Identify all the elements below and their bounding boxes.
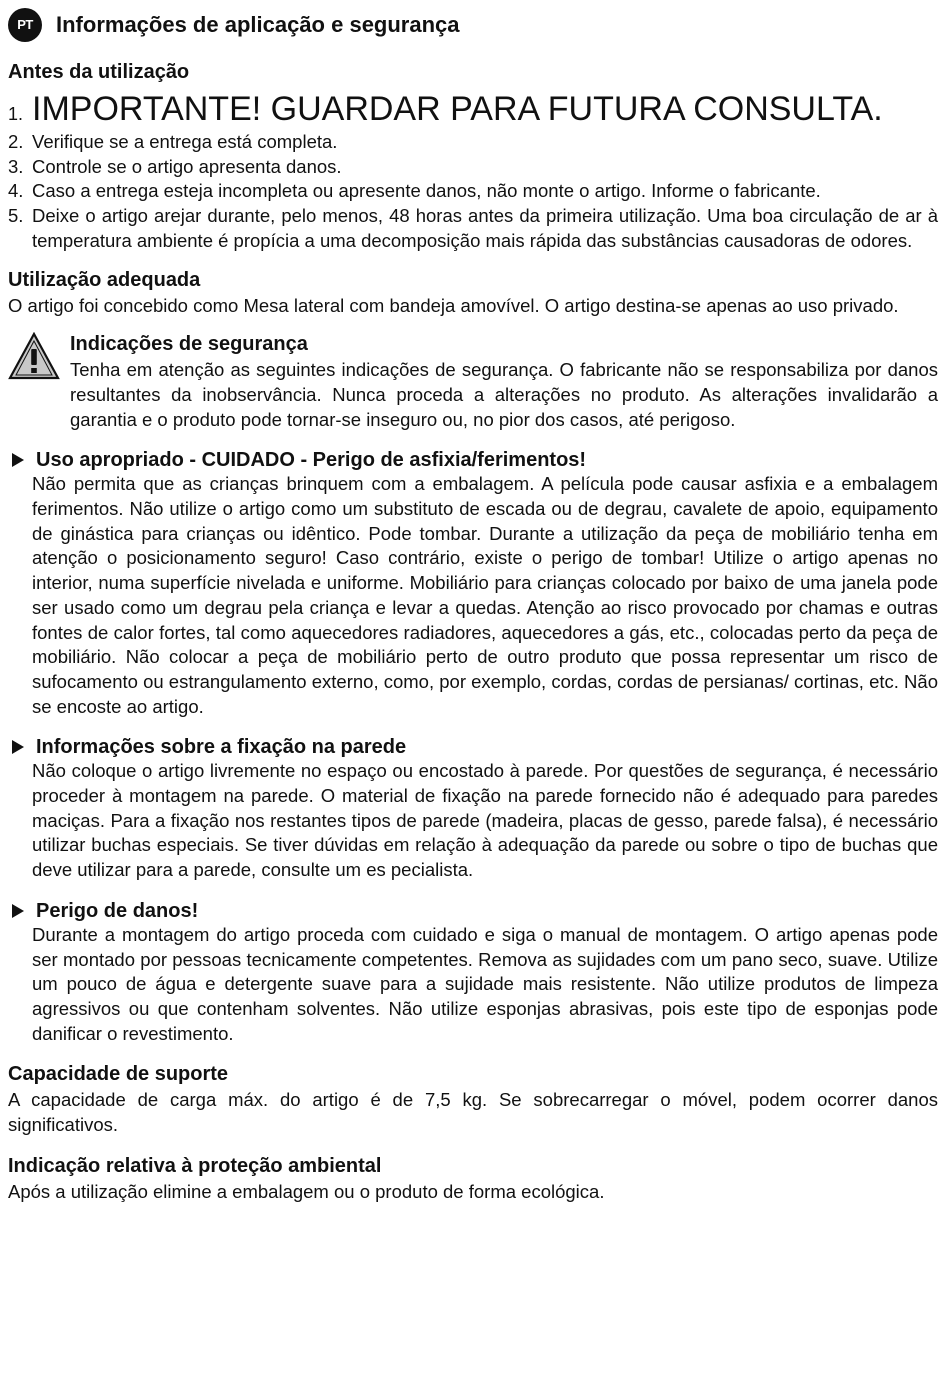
section-heading: Indicação relativa à proteção ambiental [8, 1154, 382, 1177]
section-before-use [8, 60, 938, 254]
list-item [8, 90, 938, 128]
section-text: Não permita que as crianças brinquem com a embalagem. A película pode causar asfixia e a embalagem ferimentos. Não utilize o artigo como um substituto de escada ou de degrau, cavalete de apoio, equipamento de ginástica para crianças ou idêntico. Pode tombar. Durante a utilização da peça de mobiliário tenha em atenção o posicionamento seguro! Caso contrário, existe o perigo de tombar! Utilize o artigo apenas no interior, numa superfície nivelada e uniforme. Mobiliário para crianças colocado por baixo de uma janela pode ser usado como um degrau pela criança e levar a quedas. Atenção ao risco provocado por chamas e outras fontes de calor fortes, tal como aquecedores radiadores, aquecedores a gás, etc., colocadas perto da peça de mobiliário. Não colocar a peça de mobiliário perto de outro produto que possa representar um risco de sufocamento ou estrangulamento externo, como, por exemplo, cordas, cordas de persianas/ cortinas, etc. Não se encoste ao artigo. [32, 473, 938, 717]
item-number: 5. [8, 205, 24, 227]
section-heading: Antes da utilização [8, 61, 190, 83]
section-heading: Perigo de danos! [36, 899, 199, 922]
triangle-bullet-icon [12, 740, 24, 754]
list-item [8, 155, 938, 180]
section-text: Após a utilização elimine a embalagem ou o produto de forma ecológica. [8, 1180, 605, 1202]
section-heading: Capacidade de suporte [8, 1063, 229, 1086]
item-number: 2. [8, 131, 24, 152]
item-text: Verifique se a entrega está completa. [32, 131, 338, 152]
item-number: 1. [8, 104, 24, 124]
item-number: 4. [8, 180, 24, 202]
list-item [8, 130, 938, 155]
section-text: Durante a montagem do artigo proceda com cuidado e siga o manual de montagem. O artigo apenas pode ser montado por pessoas tecnicamente competentes. Remova as sujidades com um pano seco, suave. Utilize um pouco de água e detergente suave para a sujidade mais resistente. Não utilize produtos de limpeza agressivos ou que contenham solventes. Não utilize esponjas abrasivas, pois este tipo de esponjas pode danificar o revestimento. [32, 923, 938, 1044]
item-text: Deixe o artigo arejar durante, pelo menos, 48 horas antes da primeira utilização. Uma boa circulação de ar à temperatura ambiente é propícia a uma decomposição mais rápida das substâncias causadoras de odores. [32, 205, 938, 251]
language-badge: PT [8, 8, 42, 42]
section-capacity [8, 1062, 938, 1137]
list-item [8, 179, 938, 204]
triangle-bullet-icon [12, 904, 24, 918]
item-text: Controle se o artigo apresenta danos. [32, 155, 342, 177]
section-text: Não coloque o artigo livremente no espaço ou encostado à parede. Por questões de segurança, é necessário proceder à montagem na parede. O material de fixação na parede fornecido não é adequado para paredes maciças. Para a fixação nos restantes tipos de parede (madeira, placas de gesso, parede falsa), é necessário utilizar buchas especiais. Se tiver dúvidas em relação à adequação da parede ou sobre o tipo de buchas que deve utilizar para a parede, consulte um es pecialista. [32, 760, 938, 881]
section-heading: Indicações de segurança [70, 333, 308, 356]
page-title: Informações de aplicação e segurança [56, 11, 460, 37]
item-number: 3. [8, 155, 24, 177]
bullet-head [8, 735, 938, 759]
warning-triangle-icon [8, 332, 60, 380]
triangle-bullet-icon [12, 453, 24, 467]
bullet-section-wall-fixing [8, 735, 938, 883]
list-item [8, 204, 938, 253]
section-text: A capacidade de carga máx. do artigo é de 7,5 kg. Se sobrecarregar o móvel, podem ocorrer danos significativos. [8, 1089, 938, 1136]
safety-body [70, 332, 938, 432]
section-text: O artigo foi concebido como Mesa lateral com bandeja amovível. O artigo destina-se apenas ao uso privado. [8, 294, 899, 316]
section-heading: Utilização adequada [8, 268, 201, 291]
section-safety [8, 332, 938, 432]
section-proper-use [8, 268, 938, 319]
header [8, 8, 938, 42]
item-text: Caso a entrega esteja incompleta ou apresente danos, não monte o artigo. Informe o fabricante. [32, 180, 821, 202]
item-text: IMPORTANTE! GUARDAR PARA FUTURA CONSULTA. [32, 90, 883, 128]
numbered-list [8, 90, 938, 254]
section-text: Tenha em atenção as seguintes indicações de segurança. O fabricante não se responsabiliza por danos resultantes da inobservância. Nunca proceda a alterações no produto. As alterações invalidarão a garantia e o produto pode tornar-se inseguro ou, no pior dos casos, até perigoso. [70, 359, 938, 430]
bullet-head [8, 448, 938, 472]
bullet-head [8, 899, 938, 923]
section-heading: Uso apropriado - CUIDADO - Perigo de asfixia/ferimentos! [36, 449, 587, 472]
section-heading: Informações sobre a fixação na parede [36, 736, 407, 759]
bullet-section-damage-risk [8, 899, 938, 1047]
bullet-section-appropriate-use [8, 448, 938, 719]
section-environment [8, 1154, 938, 1205]
document-page [8, 8, 938, 1205]
